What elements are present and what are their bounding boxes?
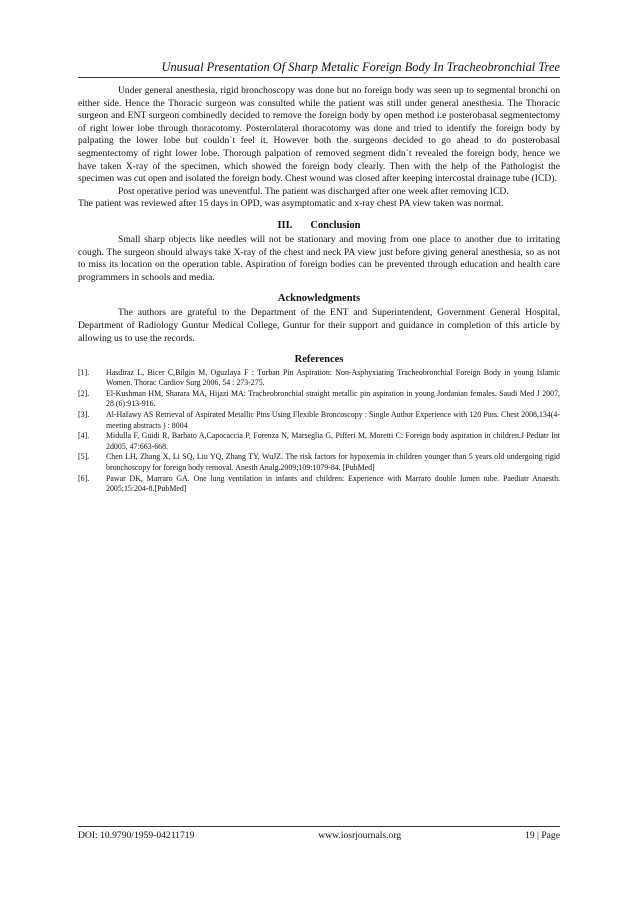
reference-text: El-Kushman HM, Sharara MA, Hijazi MA: Tracheobronchial straight metallic pin aspiration in young Jordanian females. Saudi Med J 2007, 28 (6):913-916. <box>106 389 560 409</box>
running-header: Unusual Presentation Of Sharp Metalic Foreign Body In Tracheobronchial Tree <box>161 60 560 74</box>
footer-page-number: 19 | Page <box>525 830 560 841</box>
page-footer <box>78 830 560 841</box>
header-rule <box>78 77 560 78</box>
reference-number: [5]. <box>78 452 90 462</box>
reference-list <box>78 368 560 494</box>
reference-text: Al-Hafawy AS Retrieval of Aspirated Metallic Pins Using Flexible Broncoscopy : Single Author Experience with 120 Pins. Chest 2008,134(4-meeting abstracts ) : 8004 <box>106 410 560 430</box>
conclusion-heading <box>78 220 560 231</box>
reference-item <box>78 368 560 389</box>
footer-rule <box>78 826 560 827</box>
footer-website: www.iosrjournals.org <box>318 830 402 841</box>
conclusion-paragraph: Small sharp objects like needles will not be stationary and moving from one place to another due to irritating cough. The surgeon should always take X-ray of the chest and neck PA view just before giving general anesthesia, so as not to miss its location on the operation table. Aspiration of foreign bodies can be prevented through education and health care programmers in schools and media. <box>78 233 560 283</box>
reference-item <box>78 452 560 473</box>
footer-doi: DOI: 10.9790/1959-04211719 <box>78 830 195 841</box>
section-title: Conclusion <box>310 219 361 231</box>
body-paragraph-procedure: Under general anesthesia, rigid bronchoscopy was done but no foreign body was seen up to segmental bronchi on either side. Hence the Thoracic surgeon was consulted while the patient was still under general anesthesia. The Thoracic surgeon and ENT surgeon combinedly decided to remove the foreign body by open method i.e posterobasal segmentectomy of right lower lobe through thoracotomy. Posterolateral thoracotomy was done and tried to identify the foreign body by palpating the lower lobe but couldn`t feel it. However both the surgeons decided to go ahead to do posterobasal segmentectomy of right lower lobe. Thorough palpation of removed segment didn`t revealed the foreign body, hence we have taken X-ray of the specimen, which showed the foreign body clearly. Then with the help of the Pathologist the specimen was cut open and isolated the foreign body. Chest wound was closed after keeping intercostal drainage tube (ICD). <box>78 85 560 185</box>
reference-item <box>78 431 560 452</box>
reference-item <box>78 474 560 495</box>
reference-number: [1]. <box>78 368 90 378</box>
body-paragraph-review: The patient was reviewed after 15 days in OPD, was asymptomatic and x-ray chest PA view taken was normal. <box>78 198 504 210</box>
body-paragraph-postop: Post operative period was uneventful. The patient was discharged after one week after removing ICD. <box>118 185 509 197</box>
reference-number: [4]. <box>78 431 90 441</box>
acknowledgments-heading: Acknowledgments <box>277 293 361 305</box>
references-heading: References <box>294 354 344 366</box>
reference-number: [6]. <box>78 473 90 483</box>
section-number: III. <box>277 219 293 231</box>
reference-number: [3]. <box>78 410 90 420</box>
reference-item <box>78 410 560 431</box>
reference-text: Chen LH, Zhang X, Li SQ, Liu YQ, Zhang TY, WuJZ. The risk factors for hypoxemia in children younger than 5 years old undergoing rigid bronchoscopy for foreign body removal. Anesth Analg.2009;109:1079-84. [PubMed] <box>106 452 560 472</box>
reference-text: Midulla F, Guidi R, Barbato A,Capocaccia P, Forenza N, Marseglia G, Pifferi M, Moretti C: Foreign body aspiration in children.J Pediatr Int 2d005, 47:663-668. <box>106 431 560 451</box>
acknowledgments-paragraph: The authors are grateful to the Department of the ENT and Superintendent, Government General Hospital, Department of Radiology Guntur Medical College, Guntur for their support and guidance in completion of this article by allowing us to use the records. <box>78 307 560 344</box>
reference-item <box>78 389 560 410</box>
article-body <box>78 85 560 495</box>
reference-text: Hasdiraz L, Bicer C,Bilgin M, Oguzlaya F : Turban Pin Aspiration: Non-Asphyxiating Tracheobronchial Foreign Body in young Islamic Women. Thorac Cardiov Surg 2006, 54 : 273-275. <box>106 368 560 388</box>
reference-number: [2]. <box>78 389 90 399</box>
reference-text: Pawar DK, Marraro GA. One lung ventilation in infants and children: Experience with Marraro double lumen tube. Paediatr Anaesth. 2005;15:204-8.[PubMed] <box>106 473 560 493</box>
